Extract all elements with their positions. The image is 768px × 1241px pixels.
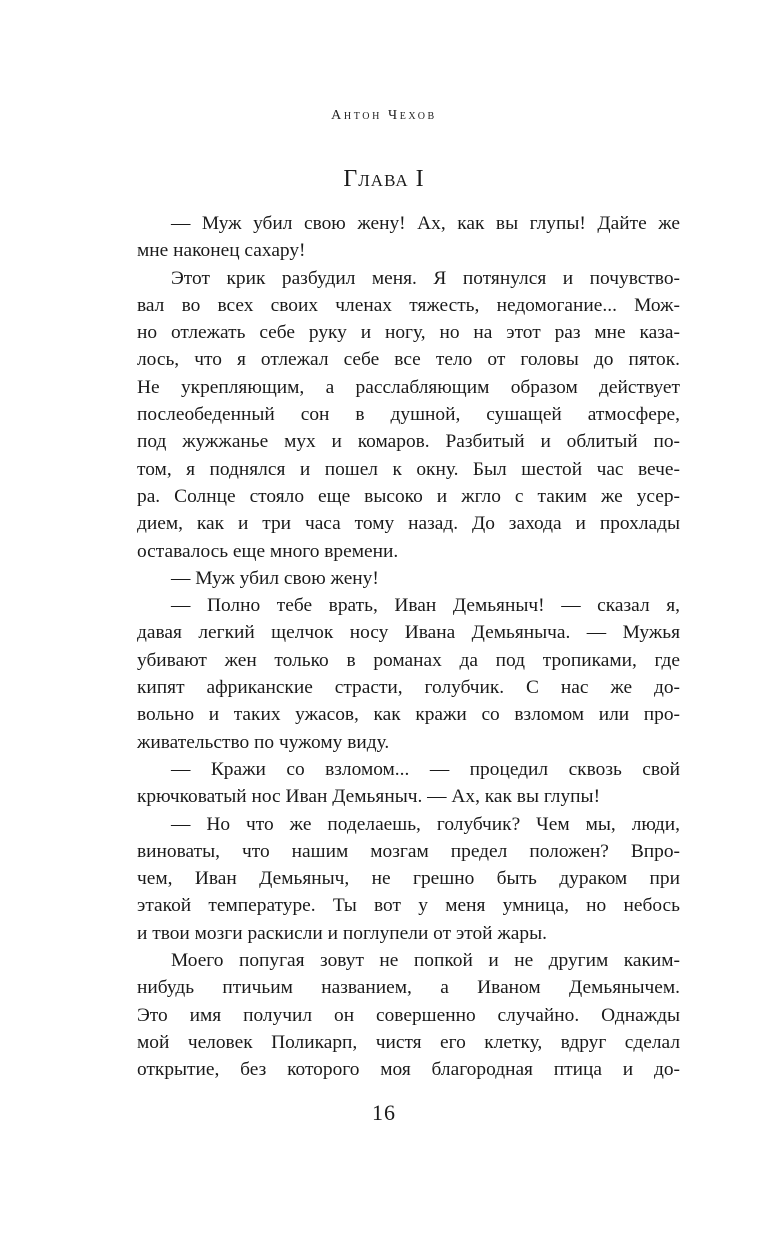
text-line: вольно и таких ужасов, как кражи со взломом или про- xyxy=(137,704,680,726)
text-line: нибудь птичьим названием, а Иваном Демьянычем. xyxy=(137,977,680,999)
text-line: Моего попугая зовут не попкой и не другим каким- xyxy=(171,950,680,972)
text-line: ра. Солнце стояло еще высоко и жгло с таким же усер- xyxy=(137,485,680,507)
text-line: — Но что же поделаешь, голубчик? Чем мы, люди, xyxy=(171,813,680,835)
text-line: но отлежать себе руку и ногу, но на этот раз мне каза- xyxy=(137,322,680,344)
text-line: — Муж убил свою жену! xyxy=(171,567,379,589)
text-line: кипят африканские страсти, голубчик. С нас же до- xyxy=(137,677,680,699)
body-text xyxy=(137,210,680,1084)
text-line: послеобеденный сон в душной, сушащей атмосфере, xyxy=(137,404,680,426)
text-line: Этот крик разбудил меня. Я потянулся и почувство- xyxy=(171,267,680,289)
text-line: вал во всех своих членах тяжесть, недомогание... Мож- xyxy=(137,294,680,316)
text-line: живательство по чужому виду. xyxy=(137,731,390,753)
text-line: открытие, без которого моя благородная птица и до- xyxy=(137,1059,680,1081)
text-line: этакой температуре. Ты вот у меня умница, но небось xyxy=(137,895,680,917)
text-line: дием, как и три часа тому назад. До захода и прохлады xyxy=(137,513,680,535)
running-head: Антон Чехов xyxy=(331,108,437,123)
text-line: и твои мозги раскисли и поглупели от этой жары. xyxy=(137,922,547,944)
text-line: — Муж убил свою жену! Ах, как вы глупы! Дайте же xyxy=(171,213,680,234)
text-line: оставалось еще много времени. xyxy=(137,540,399,562)
text-line: под жужжанье мух и комаров. Разбитый и облитый по- xyxy=(137,431,680,453)
text-line: мне наконец сахару! xyxy=(137,240,306,262)
page-number: 16 xyxy=(372,1100,396,1125)
text-line: чем, Иван Демьяныч, не грешно быть дураком при xyxy=(137,868,680,890)
chapter-title: Глава I xyxy=(343,166,425,192)
text-line: лось, что я отлежал себе все тело от головы до пяток. xyxy=(137,349,680,371)
text-line: крючковатый нос Иван Демьяныч. — Ах, как вы глупы! xyxy=(137,786,601,808)
text-line: — Полно тебе врать, Иван Демьяныч! — сказал я, xyxy=(171,595,680,617)
text-line: убивают жен только в романах да под тропиками, где xyxy=(137,649,680,671)
text-line: виноваты, что нашим мозгам предел положен? Впро- xyxy=(137,840,680,862)
text-line: Это имя получил он совершенно случайно. Однажды xyxy=(137,1004,680,1026)
text-line: — Кражи со взломом... — процедил сквозь свой xyxy=(171,758,680,780)
text-line: Не укрепляющим, а расслабляющим образом действует xyxy=(137,376,680,398)
text-line: том, я поднялся и пошел к окну. Был шестой час вече- xyxy=(137,458,680,480)
text-line: давая легкий щелчок носу Ивана Демьяныча. — Мужья xyxy=(137,622,680,644)
text-line: мой человек Поликарп, чистя его клетку, вдруг сделал xyxy=(137,1031,680,1053)
